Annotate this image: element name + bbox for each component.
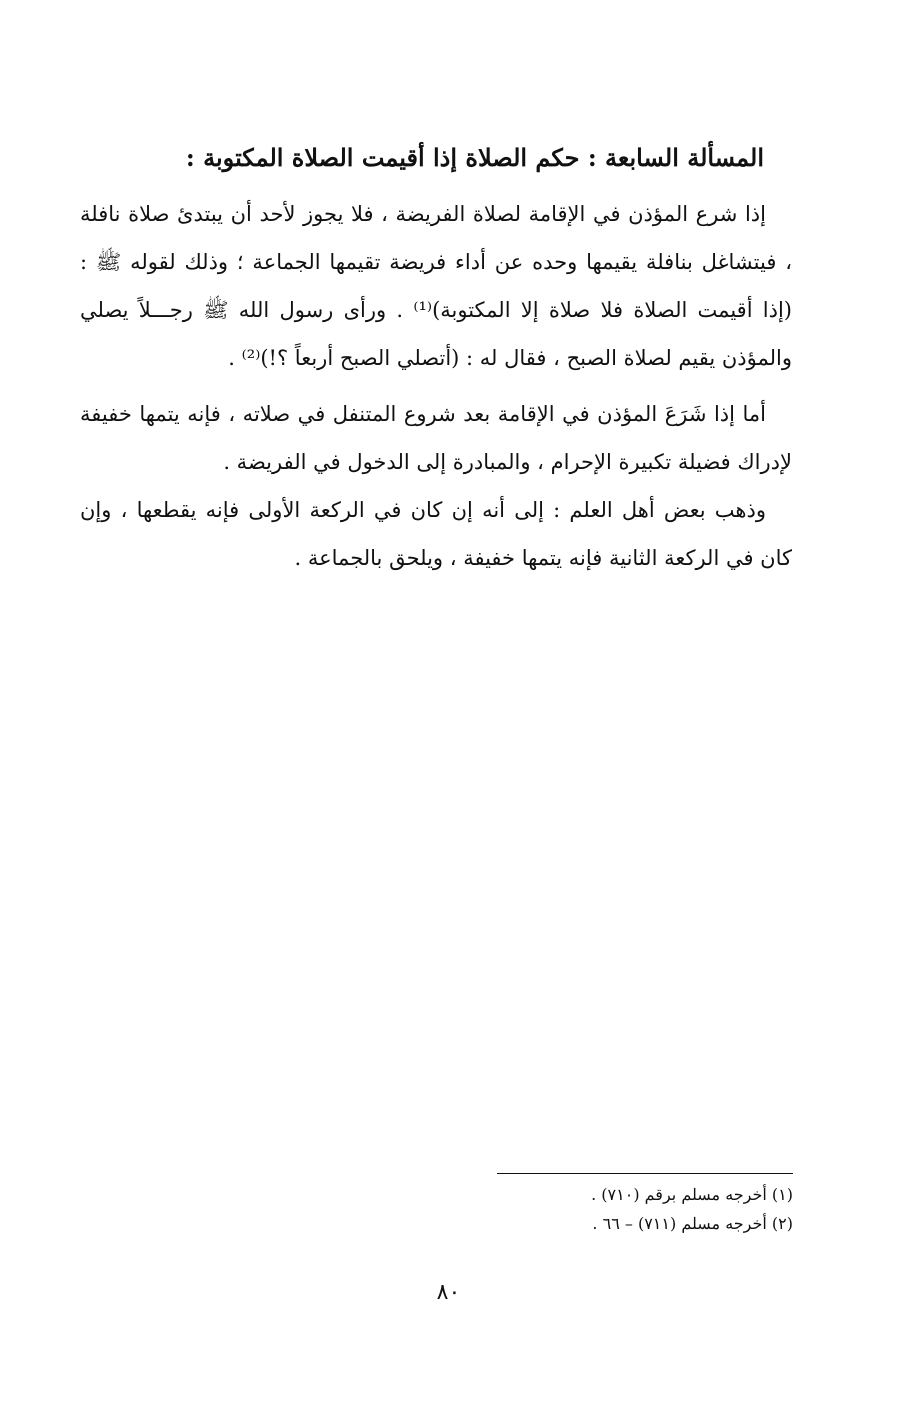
paragraph-scholar-opinion: وذهب بعض أهل العلم : إلى أنه إن كان في الركعة الأولى فإنه يقطعها ، وإن كان في الركعة الثانية فإنه يتمها خفيفة ، ويلحق بالجماعة . — [80, 498, 792, 570]
footnote-1: (١) أخرجه مسلم برقم (٧١٠) . — [591, 1185, 793, 1204]
footnotes — [293, 1180, 793, 1238]
page-number: ٨٠ — [436, 1280, 461, 1305]
paragraph-ruling: إذا شرع المؤذن في الإقامة لصلاة الفريضة ، فلا يجوز لأحد أن يبتدئ صلاة نافلة ، فيتشاغل بنافلة يقيمها وحده عن أداء فريضة تقيمها الجماعة ؛ وذلك لقوله ﷺ : (إذا أقيمت الصلاة فلا صلاة إلا المكتوبة)⁽¹⁾ . ورأى رسول الله ﷺ رجـــلاً يصلي والمؤذن يقيم لصلاة الصبح ، فقال له : (أتصلي الصبح أربعاً ؟!)⁽²⁾ . — [80, 202, 793, 370]
paragraph-started-prayer: أما إذا شَرَعَ المؤذن في الإقامة بعد شروع المتنفل في صلاته ، فإنه يتمها خفيفة لإدراك فضيلة تكبيرة الإحرام ، والمبادرة إلى الدخول في الفريضة . — [80, 402, 792, 474]
footnote-2: (٢) أخرجه مسلم (٧١١) – ٦٦ . — [592, 1214, 793, 1233]
footnote-separator — [497, 1173, 793, 1174]
section-heading: المسألة السابعة : حكم الصلاة إذا أقيمت الصلاة المكتوبة : — [185, 143, 764, 172]
body-text — [80, 190, 792, 582]
